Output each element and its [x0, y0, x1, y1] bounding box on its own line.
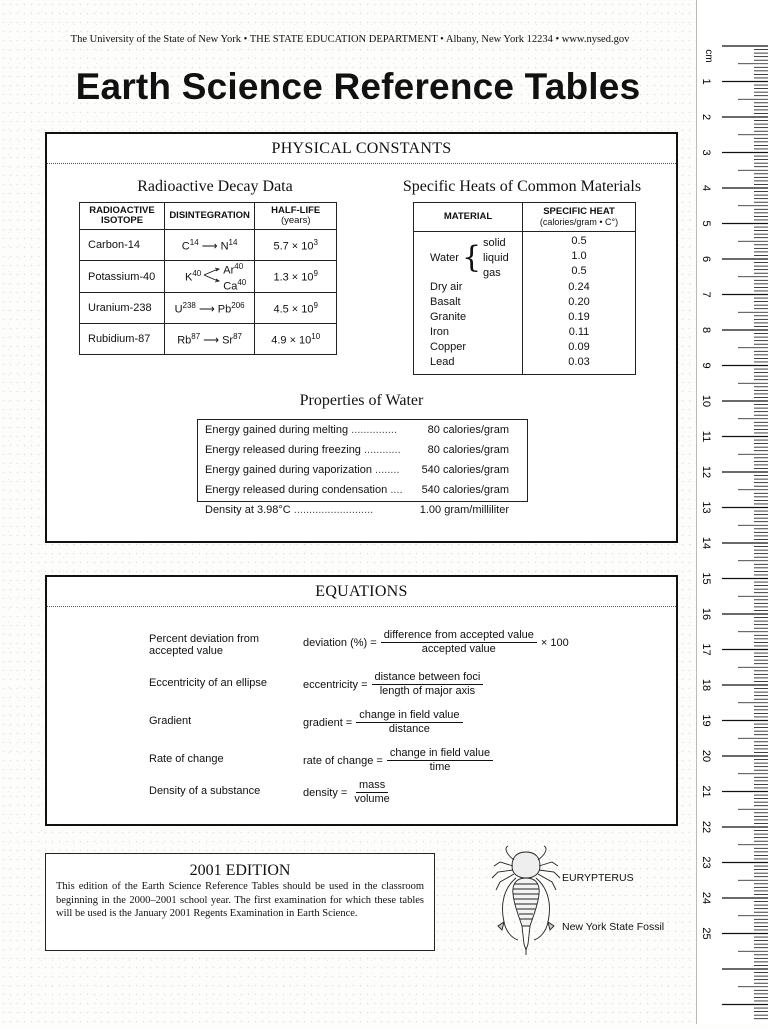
denominator: accepted value	[421, 643, 496, 655]
ruler-number-label: 7	[700, 291, 713, 298]
daughter-mass: 14	[228, 237, 238, 247]
numerator: change in field value	[387, 747, 493, 761]
equation-formula	[303, 779, 397, 806]
water-phase: liquid	[483, 251, 509, 264]
physical-constants-title: PHYSICAL CONSTANTS	[47, 134, 676, 164]
parent-mass: 14	[189, 237, 199, 247]
equation-lhs: rate of change =	[303, 754, 383, 767]
halflife-units: (years)	[280, 215, 311, 226]
ruler-number-label: 13	[700, 501, 713, 514]
decay-row	[80, 261, 337, 293]
eurypterus-icon	[486, 844, 566, 956]
halflife-mantissa: 4.5 × 10	[273, 303, 314, 316]
parent-element: U	[174, 303, 183, 316]
decay-halflife	[255, 230, 337, 261]
equation-label: Eccentricity of an ellipse	[149, 677, 267, 689]
physical-constants-panel	[45, 132, 678, 543]
equation-label: Percent deviation from accepted value	[149, 633, 260, 657]
water-phase: solid	[483, 236, 506, 249]
halflife-exponent: 10	[311, 331, 321, 341]
ruler-number-label: 2	[700, 113, 713, 121]
material-value: 0.20	[568, 296, 590, 308]
ruler-number-label: 20	[700, 749, 713, 763]
branch-arrow-icon	[203, 265, 221, 288]
leader-dots: ............	[364, 444, 401, 456]
water-row	[414, 232, 636, 281]
decay-disintegration	[165, 324, 255, 355]
parent-element: K	[185, 271, 193, 284]
ruler-number-label: 8	[700, 326, 713, 334]
daughter-mass-2: 40	[237, 277, 247, 287]
leader-dots: ........	[375, 464, 400, 476]
equation-lhs: gradient =	[303, 716, 353, 729]
specific-heat-header-material: MATERIAL	[414, 203, 523, 232]
water-properties-title: Properties of Water	[299, 392, 424, 409]
daughter-element: Sr	[222, 334, 234, 347]
equations-title: EQUATIONS	[47, 577, 676, 607]
eurypterus-illustration	[486, 844, 566, 956]
material-row	[414, 280, 636, 295]
daughter-mass: 87	[233, 331, 242, 341]
property-value: 80 calories/gram	[427, 444, 509, 456]
leader-dots: ....	[390, 484, 403, 496]
water-phase-value: 0.5	[571, 265, 587, 277]
brace-icon: {	[461, 240, 482, 275]
arrow-icon: ⟶	[198, 303, 215, 316]
equation-label: Gradient	[149, 715, 192, 727]
decay-isotope: Carbon-14	[80, 230, 165, 261]
numerator: mass	[356, 779, 388, 793]
material-name: Basalt	[414, 295, 523, 310]
denominator: distance	[388, 723, 430, 735]
halflife-label: HALF-LIFE	[271, 205, 321, 216]
edition-box	[45, 853, 435, 951]
decay-row	[80, 230, 337, 261]
water-property-row	[198, 440, 527, 460]
numerator: difference from accepted value	[381, 629, 537, 643]
equation-lhs: eccentricity =	[303, 678, 368, 691]
decay-header-disintegration: DISINTEGRATION	[165, 203, 255, 230]
fraction	[372, 671, 484, 698]
ruler-number-label: 22	[700, 820, 713, 834]
equation-formula	[303, 629, 569, 656]
halflife-mantissa: 1.3 × 10	[273, 271, 314, 284]
parent-element: Rb	[177, 334, 192, 347]
equation-formula	[303, 671, 487, 698]
decay-header-isotope: RADIOACTIVE ISOTOPE	[80, 203, 165, 230]
ruler-number-label: 18	[700, 678, 713, 692]
decay-header-halflife	[255, 203, 337, 230]
leader-dots: ..........................	[293, 504, 374, 516]
water-phase: gas	[483, 266, 501, 279]
daughter-mass: 206	[231, 300, 245, 310]
decay-disintegration	[165, 293, 255, 324]
material-value: 0.09	[568, 341, 590, 353]
ruler-number-label: 4	[700, 184, 713, 192]
ruler-number-label: 10	[700, 394, 713, 408]
specific-heat-table	[413, 202, 636, 375]
ruler-number-label: 17	[700, 643, 713, 656]
daughter-element: N	[220, 240, 229, 253]
property-value: 540 calories/gram	[421, 484, 509, 496]
ruler-number-label: 14	[700, 536, 713, 550]
material-value: 0.19	[568, 311, 590, 323]
property-label: Energy gained during melting	[205, 424, 349, 436]
property-label: Energy released during condensation	[205, 484, 388, 496]
material-row	[414, 340, 636, 355]
material-row	[414, 310, 636, 325]
equations-panel	[45, 575, 678, 826]
water-phase-value: 1.0	[571, 250, 587, 262]
specific-heat-units: (calories/gram • C°)	[539, 216, 619, 227]
centimeter-ruler	[696, 0, 768, 1024]
arrow-icon: ⟶	[203, 334, 220, 347]
edition-body: This edition of the Earth Science Reference Tables should be used in the classroom beginning in the 2000–2001 school year. The first examination for which these tables will be used is the January 2001 Regents Examination in Earth Science.	[56, 881, 424, 919]
ruler-number-label: 12	[700, 465, 713, 479]
material-row	[414, 355, 636, 375]
halflife-exponent: 9	[313, 300, 318, 310]
parent-mass: 238	[182, 300, 196, 310]
ruler-number-label: 15	[700, 572, 713, 585]
fossil-name: EURYPTERUS	[562, 872, 634, 884]
property-value: 80 calories/gram	[427, 424, 509, 436]
material-value: 0.24	[568, 281, 590, 293]
ruler-number-label: 16	[700, 607, 713, 621]
halflife-mantissa: 5.7 × 10	[273, 240, 314, 253]
water-property-row	[198, 460, 527, 480]
property-value: 1.00 gram/milliliter	[419, 504, 509, 516]
fraction	[387, 747, 493, 774]
ruler-number-label: 3	[700, 149, 713, 156]
ruler-number-label: 24	[700, 891, 713, 905]
decay-row	[80, 293, 337, 324]
equation-suffix: × 100	[540, 636, 569, 649]
material-row	[414, 325, 636, 340]
specific-heat-label: SPECIFIC HEAT	[543, 205, 615, 217]
halflife-exponent: 3	[313, 237, 318, 247]
property-label: Energy released during freezing	[205, 444, 361, 456]
decay-title: Radioactive Decay Data	[137, 178, 293, 195]
ruler-number-label: 9	[700, 362, 713, 369]
ruler-number-label: 1	[700, 78, 713, 85]
ruler-number-label: 23	[700, 856, 713, 869]
ruler-number-label: 25	[700, 927, 713, 940]
fraction	[351, 779, 392, 806]
decay-isotope: Potassium-40	[80, 261, 165, 293]
equation-formula	[303, 747, 497, 774]
material-name: Copper	[414, 340, 523, 355]
water-property-row	[198, 420, 527, 440]
material-name: Lead	[414, 355, 523, 375]
daughter-element-2: Ca	[223, 280, 238, 293]
numerator: distance between foci	[372, 671, 484, 685]
water-property-row	[198, 480, 527, 500]
ruler-svg	[696, 0, 768, 1024]
halflife-exponent: 9	[313, 269, 318, 279]
ruler-number-label: 21	[700, 785, 713, 798]
decay-row	[80, 324, 337, 355]
equation-lhs: deviation (%) =	[303, 636, 377, 649]
material-row	[414, 295, 636, 310]
water-properties-box	[197, 419, 528, 516]
ruler-unit-label: cm	[703, 49, 714, 63]
specific-heats-title: Specific Heats of Common Materials	[402, 178, 642, 195]
fossil-caption: New York State Fossil	[562, 921, 665, 933]
property-label: Energy gained during vaporization	[205, 464, 372, 476]
equation-label: Density of a substance	[149, 785, 261, 797]
parent-mass: 87	[191, 331, 201, 341]
edition-title: 2001 EDITION	[189, 862, 291, 879]
equation-label: Rate of change	[149, 753, 224, 765]
numerator: change in field value	[356, 709, 462, 723]
leader-dots: ...............	[351, 424, 397, 436]
ruler-number-label: 11	[700, 430, 713, 443]
ruler-number-label: 19	[700, 714, 713, 727]
decay-isotope: Uranium-238	[80, 293, 165, 324]
decay-disintegration	[165, 261, 255, 293]
decay-halflife	[255, 324, 337, 355]
parent-mass: 40	[192, 269, 202, 279]
daughter-element: Pb	[217, 303, 232, 316]
decay-table	[79, 202, 337, 355]
equation-lhs: density =	[303, 786, 348, 799]
daughter-mass: 40	[234, 262, 244, 271]
fraction	[381, 629, 537, 656]
material-value: 0.11	[568, 326, 590, 338]
fraction	[356, 709, 462, 736]
institution-line: The University of the State of New York • THE STATE EDUCATION DEPARTMENT • Albany, New York 12234 • www.nysed.gov	[70, 34, 630, 45]
material-value: 0.03	[568, 356, 590, 368]
material-name: Dry air	[414, 280, 523, 295]
daughter-element: Ar	[223, 264, 235, 277]
arrow-icon: ⟶	[201, 240, 218, 253]
water-label: Water	[430, 251, 459, 264]
denominator: volume	[354, 793, 390, 805]
ruler-number-label: 5	[700, 220, 713, 227]
property-label: Density at 3.98°C	[205, 504, 291, 516]
page-title: Earth Science Reference Tables	[75, 66, 641, 107]
denominator: time	[429, 761, 451, 773]
specific-heat-header-value	[523, 203, 636, 232]
decay-halflife	[255, 293, 337, 324]
denominator: length of major axis	[379, 685, 476, 697]
equation-formula	[303, 709, 467, 736]
property-value: 540 calories/gram	[421, 464, 509, 476]
parent-element: C	[181, 240, 190, 253]
halflife-mantissa: 4.9 × 10	[271, 334, 312, 347]
decay-disintegration	[165, 230, 255, 261]
material-name: Iron	[414, 325, 523, 340]
decay-isotope: Rubidium-87	[80, 324, 165, 355]
water-property-row	[198, 500, 527, 520]
material-name: Granite	[414, 310, 523, 325]
decay-halflife	[255, 261, 337, 293]
water-phase-value: 0.5	[571, 235, 587, 247]
ruler-number-label: 6	[700, 255, 713, 263]
